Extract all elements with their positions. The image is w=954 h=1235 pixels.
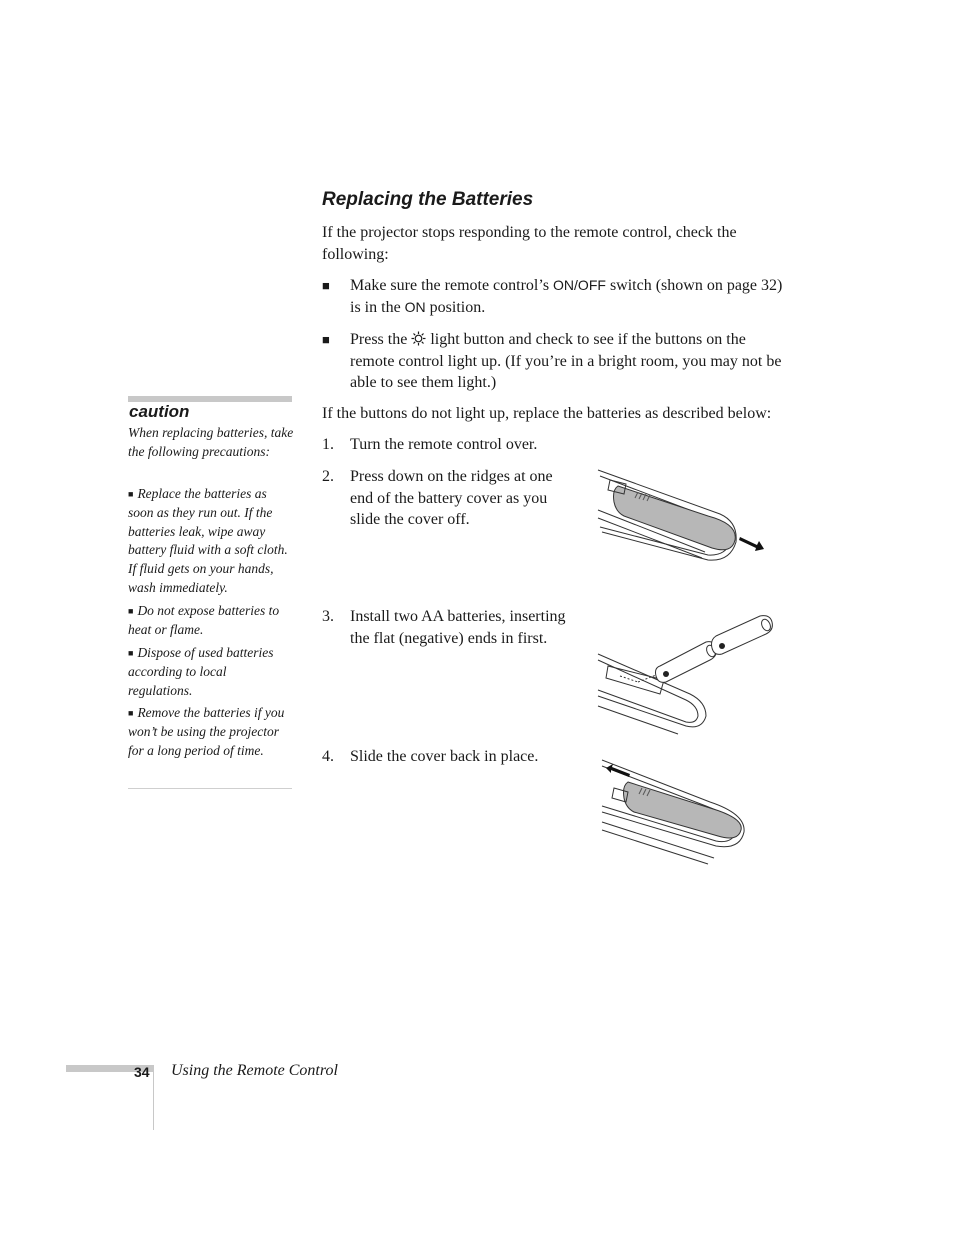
on-off-label: ON/OFF: [553, 277, 606, 293]
bullet-mark: ■: [128, 648, 134, 658]
caution-item: ■ Do not expose batteries to heat or flame.: [128, 603, 280, 637]
caution-intro: When replacing batteries, take the following precautions:: [128, 425, 294, 459]
bullet-mark: ■: [128, 606, 134, 616]
step-text: Press down on the ridges at one end of the battery cover as you slide the cover off.: [350, 468, 553, 528]
bullet-text: Make sure the remote control’s ON/OFF switch (shown on page 32) is in the ON position.: [350, 277, 783, 316]
caution-title: caution: [129, 402, 190, 421]
insert-batteries-illustration: [594, 610, 780, 736]
bullet-item-light: [322, 329, 784, 395]
replace-paragraph: If the buttons do not light up, replace the batteries as described below:: [322, 405, 772, 422]
bullet-mark: ■: [128, 489, 134, 499]
step-2: [322, 466, 567, 532]
footer-divider: [153, 1072, 154, 1130]
step-text: Slide the cover back in place.: [350, 748, 539, 765]
step-text: Turn the remote control over.: [350, 436, 538, 453]
step-number: 2.: [322, 468, 334, 485]
step-3: [322, 606, 580, 650]
step-4: [322, 746, 567, 768]
divider: [128, 788, 292, 789]
page-title: Replacing the Batteries: [322, 189, 534, 210]
bullet-item-switch: [322, 275, 784, 319]
sun-icon: [411, 331, 426, 346]
footer-section-title: Using the Remote Control: [171, 1062, 338, 1079]
intro-paragraph: If the projector stops responding to the remote control, check the following:: [322, 224, 737, 263]
step-number: 1.: [322, 436, 334, 453]
page-number: 34: [134, 1064, 150, 1080]
on-label: ON: [404, 298, 426, 315]
bullet-mark: ■: [322, 278, 330, 293]
step-number: 4.: [322, 748, 334, 765]
step-text: Install two AA batteries, inserting the flat (negative) ends in first.: [350, 608, 566, 647]
remove-cover-illustration: [590, 462, 770, 568]
caution-item: ■ Remove the batteries if you won’t be using the projector for a long period of time.: [128, 705, 285, 758]
bullet-text: Press the light button and check to see if the buttons on the remote control light up. (If you’re in a bright room, you may not be able to see them light.): [350, 331, 782, 391]
caution-item: ■ Replace the batteries as soon as they run out. If the batteries leak, wipe away battery fluid with a soft cloth. If fluid gets on your hands, wash immediately.: [128, 486, 288, 595]
bullet-mark: ■: [128, 708, 134, 718]
step-number: 3.: [322, 608, 334, 625]
replace-cover-illustration: [598, 754, 750, 866]
step-1: [322, 434, 622, 456]
bullet-mark: ■: [322, 332, 330, 347]
caution-item: ■ Dispose of used batteries according to local regulations.: [128, 645, 274, 698]
